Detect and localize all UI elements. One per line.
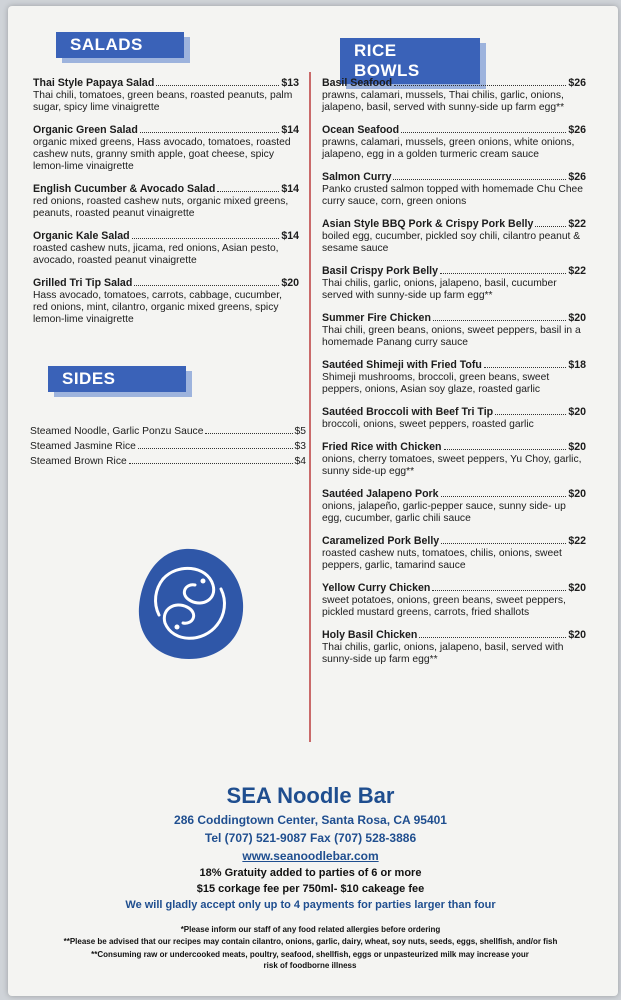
rice-bowl-item: Holy Basil Chicken $20 Thai chilis, garlic, onions, jalapeno, basil, served with sunny-side up farm egg** bbox=[322, 629, 586, 665]
restaurant-website[interactable]: www.seanoodlebar.com bbox=[242, 849, 379, 863]
restaurant-name: SEA Noodle Bar bbox=[226, 783, 395, 808]
side-item: Steamed Jasmine Rice $3 bbox=[30, 441, 306, 452]
salad-item: Grilled Tri Tip Salad $20 Hass avocado, tomatoes, carrots, cabbage, cucumber, red onions, mint, cilantro, organic mixed greens, spicy lemon-lime vinaigrette bbox=[33, 277, 299, 325]
rice-bowls-list bbox=[322, 77, 586, 676]
rice-bowl-item: Sautéed Shimeji with Fried Tofu $18 Shimeji mushrooms, broccoli, green beans, sweet peppers, onions, Asian soy glaze, roasted garlic bbox=[322, 359, 586, 395]
rice-bowl-item: Sautéed Jalapeno Pork $20 onions, jalapeño, garlic-pepper sauce, sunny side- up egg, cucumber, garlic chili sauce bbox=[322, 488, 586, 524]
raw-food-note: **Consuming raw or undercooked meats, poultry, seafood, shellfish, eggs or unpasteurized milk may increase your risk of foodborne illness bbox=[91, 950, 529, 970]
side-item: Steamed Noodle, Garlic Ponzu Sauce $5 bbox=[30, 426, 306, 437]
payments-note: We will gladly accept only up to 4 payments for parties larger than four bbox=[125, 899, 496, 911]
salad-item: Thai Style Papaya Salad $13 Thai chili, tomatoes, green beans, roasted peanuts, palm sugar, spicy lime vinaigrette bbox=[33, 77, 299, 113]
rice-bowl-item: Fried Rice with Chicken $20 onions, cherry tomatoes, sweet peppers, Yu Choy, garlic, sunny side-up egg** bbox=[322, 441, 586, 477]
rice-bowl-item: Yellow Curry Chicken $20 sweet potatoes, onions, green beans, sweet peppers, pickled mustard greens, carrots, fried shallots bbox=[322, 582, 586, 618]
allergy-note: *Please inform our staff of any food related allergies before ordering bbox=[180, 925, 441, 934]
corkage-note: $15 corkage fee per 750ml- $10 cakeage fee bbox=[196, 883, 425, 895]
rice-bowl-item: Caramelized Pork Belly $22 roasted cashew nuts, tomatoes, chilis, onions, sweet peppers, garlic, tamarind sauce bbox=[322, 535, 586, 571]
gratuity-note: 18% Gratuity added to parties of 6 or more bbox=[199, 867, 422, 879]
rice-bowls-heading: RICE BOWLS bbox=[340, 38, 480, 84]
restaurant-phone: Tel (707) 521-9087 Fax (707) 528-3886 bbox=[204, 831, 417, 845]
ingredients-note: **Please be advised that our recipes may contain cilantro, onions, garlic, dairy, wheat, soy nuts, seeds, eggs, shellfish, and/or fish bbox=[63, 937, 558, 946]
salad-item: Organic Kale Salad $14 roasted cashew nuts, jicama, red onions, Asian pesto, avocado, roasted peanut vinaigrette bbox=[33, 230, 299, 266]
rice-bowl-item: Ocean Seafood $26 prawns, calamari, mussels, green onions, white onions, jalapeno, egg in a golden turmeric cream sauce bbox=[322, 124, 586, 160]
rice-bowl-item: Salmon Curry $26 Panko crusted salmon topped with homemade Chu Chee curry sauce, corn, green onions bbox=[322, 171, 586, 207]
salad-item: English Cucumber & Avocado Salad $14 red onions, roasted cashew nuts, organic mixed greens, peanuts, roasted peanut vinaigrette bbox=[33, 183, 299, 219]
salad-item: Organic Green Salad $14 organic mixed greens, Hass avocado, tomatoes, roasted cashew nuts, granny smith apple, goat cheese, spicy lemon-lime vinaigrette bbox=[33, 124, 299, 172]
restaurant-address: 286 Coddingtown Center, Santa Rosa, CA 95401 bbox=[174, 813, 447, 827]
twin-fish-icon bbox=[133, 545, 245, 661]
rice-bowl-item: Summer Fire Chicken $20 Thai chili, green beans, onions, sweet peppers, basil in a homemade Panang curry sauce bbox=[322, 312, 586, 348]
rice-bowl-item: Asian Style BBQ Pork & Crispy Pork Belly $22 boiled egg, cucumber, pickled soy chili, cilantro peanut & sesame sauce bbox=[322, 218, 586, 254]
sides-list bbox=[30, 424, 306, 469]
rice-bowl-item: Basil Crispy Pork Belly $22 Thai chilis, garlic, onions, jalapeno, basil, cucumber served with sunny-side up farm egg** bbox=[322, 265, 586, 301]
sides-heading: SIDES bbox=[48, 366, 186, 392]
salads-list bbox=[33, 77, 299, 336]
rice-bowl-item: Sautéed Broccoli with Beef Tri Tip $20 broccoli, onions, sweet peppers, roasted garlic bbox=[322, 406, 586, 430]
rice-bowl-item: Basil Seafood $26 prawns, calamari, mussels, Thai chilis, garlic, onions, jalapeno, basil, served with sunny-side up farm egg** bbox=[322, 77, 586, 113]
side-item: Steamed Brown Rice $4 bbox=[30, 456, 306, 467]
salads-heading: SALADS bbox=[56, 32, 184, 58]
column-divider bbox=[309, 72, 311, 742]
